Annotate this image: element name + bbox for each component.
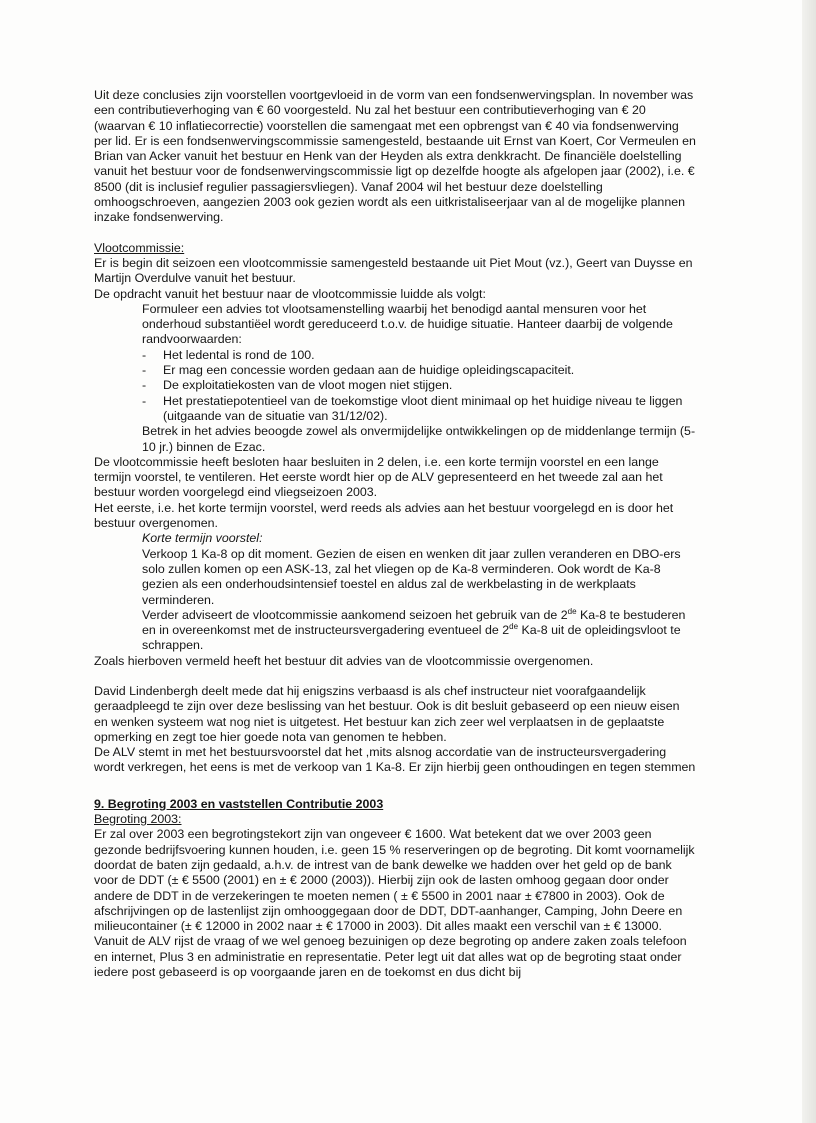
- intro-paragraph: Uit deze conclusies zijn voorstellen voortgevloeid in de vorm van een fondsenwervingsplan. In november was een contributieverhoging van € 60 voorgesteld. Nu zal het bestuur een contributieverhoging van € 20 (waarvan € 10 inflatiecorrectie) voorstellen die samengaat met een opbrengst van € 40 via fondsenwerving per lid. Er is een fondsenwervingscommissie samengesteld, bestaande uit Ernst van Koert, Cor Vermeulen en Brian van Acker vanuit het bestuur en Henk van der Heyden als extra denkkracht. De financiële doelstelling vanuit het bestuur voor de fondsenwervingscommissie ligt op dezelfde hoogte als afgelopen jaar (2002), i.e. € 8500 (dit is inclusief regulier passagiersvliegen). Vanaf 2004 wil het bestuur deze doelstelling omhoogschroeven, aangezien 2003 ook gezien wordt als een uitkristaliseerjaar van al de mogelijke plannen inzake fondsenwerving.: [94, 88, 696, 225]
- opdracht-paragraph: Formuleer een advies tot vlootsamenstelling waarbij het benodigd aantal mensuren voor het onderhoud substantiëel wordt gereduceerd t.o.v. de huidige situatie. Hanteer daarbij de volgende randvoorwaarden:: [142, 301, 673, 347]
- korte-termijn-paragraph-2: Verder adviseert de vlootcommissie aankomend seizoen het gebruik van de 2de Ka-8 te bestuderen en in overeenkomst met de instructeursvergadering eventueel de 2de Ka-8 uit de opleidingsvloot te schrappen.: [142, 606, 686, 653]
- list-item: - Het prestatiepotentieel van de toekomstige vloot dient minimaal op het huidige niveau te liggen (uitgaande van de situatie van 31/12/02).: [142, 394, 696, 425]
- list-item: - Er mag een concessie worden gedaan aan de huidige opleidingscapaciteit.: [142, 363, 696, 378]
- begroting-paragraph-1: Er zal over 2003 een begrotingstekort zijn van ongeveer € 1600. Wat betekent dat we over 2003 geen gezonde bedrijfsvoering kunnen houden, i.e. geen 15 % reserveringen op de begroting. Dit komt voornamelijk doordat de baten zijn gedaald, a.h.v. de intrest van de bank dewelke we hadden over het geld op de bank voor de DDT (± € 5500 (2001) en ± € 2000 (2003)). Hierbij zijn ook de lasten omhoog gegaan door onder andere de DDT in de verzekeringen te moeten nemen ( ± € 5500 in 2001 naar ± €7800 in 2003). Ook de afschrijvingen op de lastenlijst zijn omhooggegaan door de DDT, DDT-aanhanger, Camping, John Deere en milieucontainer (± € 12000 in 2002 naar ± € 17000 in 2003). Dit alles maakt een verschil van ± € 13000.: [94, 827, 695, 934]
- begroting-paragraph-2: Vanuit de ALV rijst de vraag of we wel genoeg bezuinigen op deze begroting op andere zaken zoals telefoon en internet, Plus 3 en administratie en representatie. Peter legt uit dat alles wat op de begroting staat onder iedere post gebaseerd is op voorgaande jaren en de toekomst en dus dicht bij: [94, 934, 687, 980]
- vloot-paragraph-5: Zoals hierboven vermeld heeft het bestuur dit advies van de vlootcommissie overgenomen.: [94, 653, 594, 668]
- vloot-paragraph-4: Het eerste, i.e. het korte termijn voorstel, werd reeds als advies aan het bestuur voorgelegd en is door het bestuur overgenomen.: [94, 500, 674, 531]
- korte-termijn-title: Korte termijn voorstel:: [142, 531, 263, 546]
- vloot-paragraph-3: De vlootcommissie heeft besloten haar besluiten in 2 delen, i.e. een korte termijn voorstel en een lange termijn voorstel, te ventileren. Het eerste wordt hier op de ALV gepresenteerd en het tweede zal aan het bestuur worden voorgelegd eind vliegseizoen 2003.: [94, 454, 663, 500]
- scan-edge-shadow: [802, 0, 816, 1123]
- subheading-begroting-2003: Begroting 2003:: [94, 812, 182, 827]
- korte-termijn-paragraph-1: Verkoop 1 Ka-8 op dit moment. Gezien de eisen en wenken dit jaar zullen veranderen en DBO-ers solo zullen komen op een ASK-13, zal het vliegen op de Ka-8 verminderen. Ook wordt de Ka-8 gezien als een onderhoudsintensief toestel en aldus zal de werkbelasting in de werkplaats verminderen.: [142, 546, 681, 607]
- list-item: - De exploitatiekosten van de vloot mogen niet stijgen.: [142, 378, 696, 393]
- vloot-paragraph-2: De opdracht vanuit het bestuur naar de vlootcommissie luidde als volgt:: [94, 286, 486, 301]
- document-page: [94, 88, 696, 980]
- vloot-paragraph-7: De ALV stemt in met het bestuursvoorstel dat het ,mits alsnog accordatie van de instructeursvergadering wordt verkregen, het eens is met de verkoop van 1 Ka-8. Er zijn hierbij geen onthoudingen en tegen stemmen: [94, 745, 696, 775]
- section-heading-begroting: 9. Begroting 2003 en vaststellen Contributie 2003: [94, 796, 384, 811]
- randvoorwaarden-list: [94, 348, 696, 424]
- vloot-paragraph-6: David Lindenbergh deelt mede dat hij enigszins verbaasd is als chef instructeur niet voorafgaandelijk geraadpleegd te zijn over deze beslissing van het bestuur. Ook is dit besluit gebaseerd op een nieuw eisen en wenken systeem wat nog niet is uitgetest. Het bestuur kan zich zeer wel verplaatsen in de geplaatste opmerking en zegt toe hier goede nota van genomen te hebben.: [94, 683, 680, 744]
- section-heading-vlootcommissie: Vlootcommissie:: [94, 240, 185, 255]
- betrek-paragraph: Betrek in het advies beoogde zowel als onvermijdelijke ontwikkelingen op de middenlange termijn (5-10 jr.) binnen de Ezac.: [142, 424, 696, 454]
- list-item: - Het ledental is rond de 100.: [142, 348, 696, 363]
- vloot-paragraph-1: Er is begin dit seizoen een vlootcommissie samengesteld bestaande uit Piet Mout (vz.), Geert van Duysse en Martijn Overdulve vanuit het bestuur.: [94, 255, 693, 286]
